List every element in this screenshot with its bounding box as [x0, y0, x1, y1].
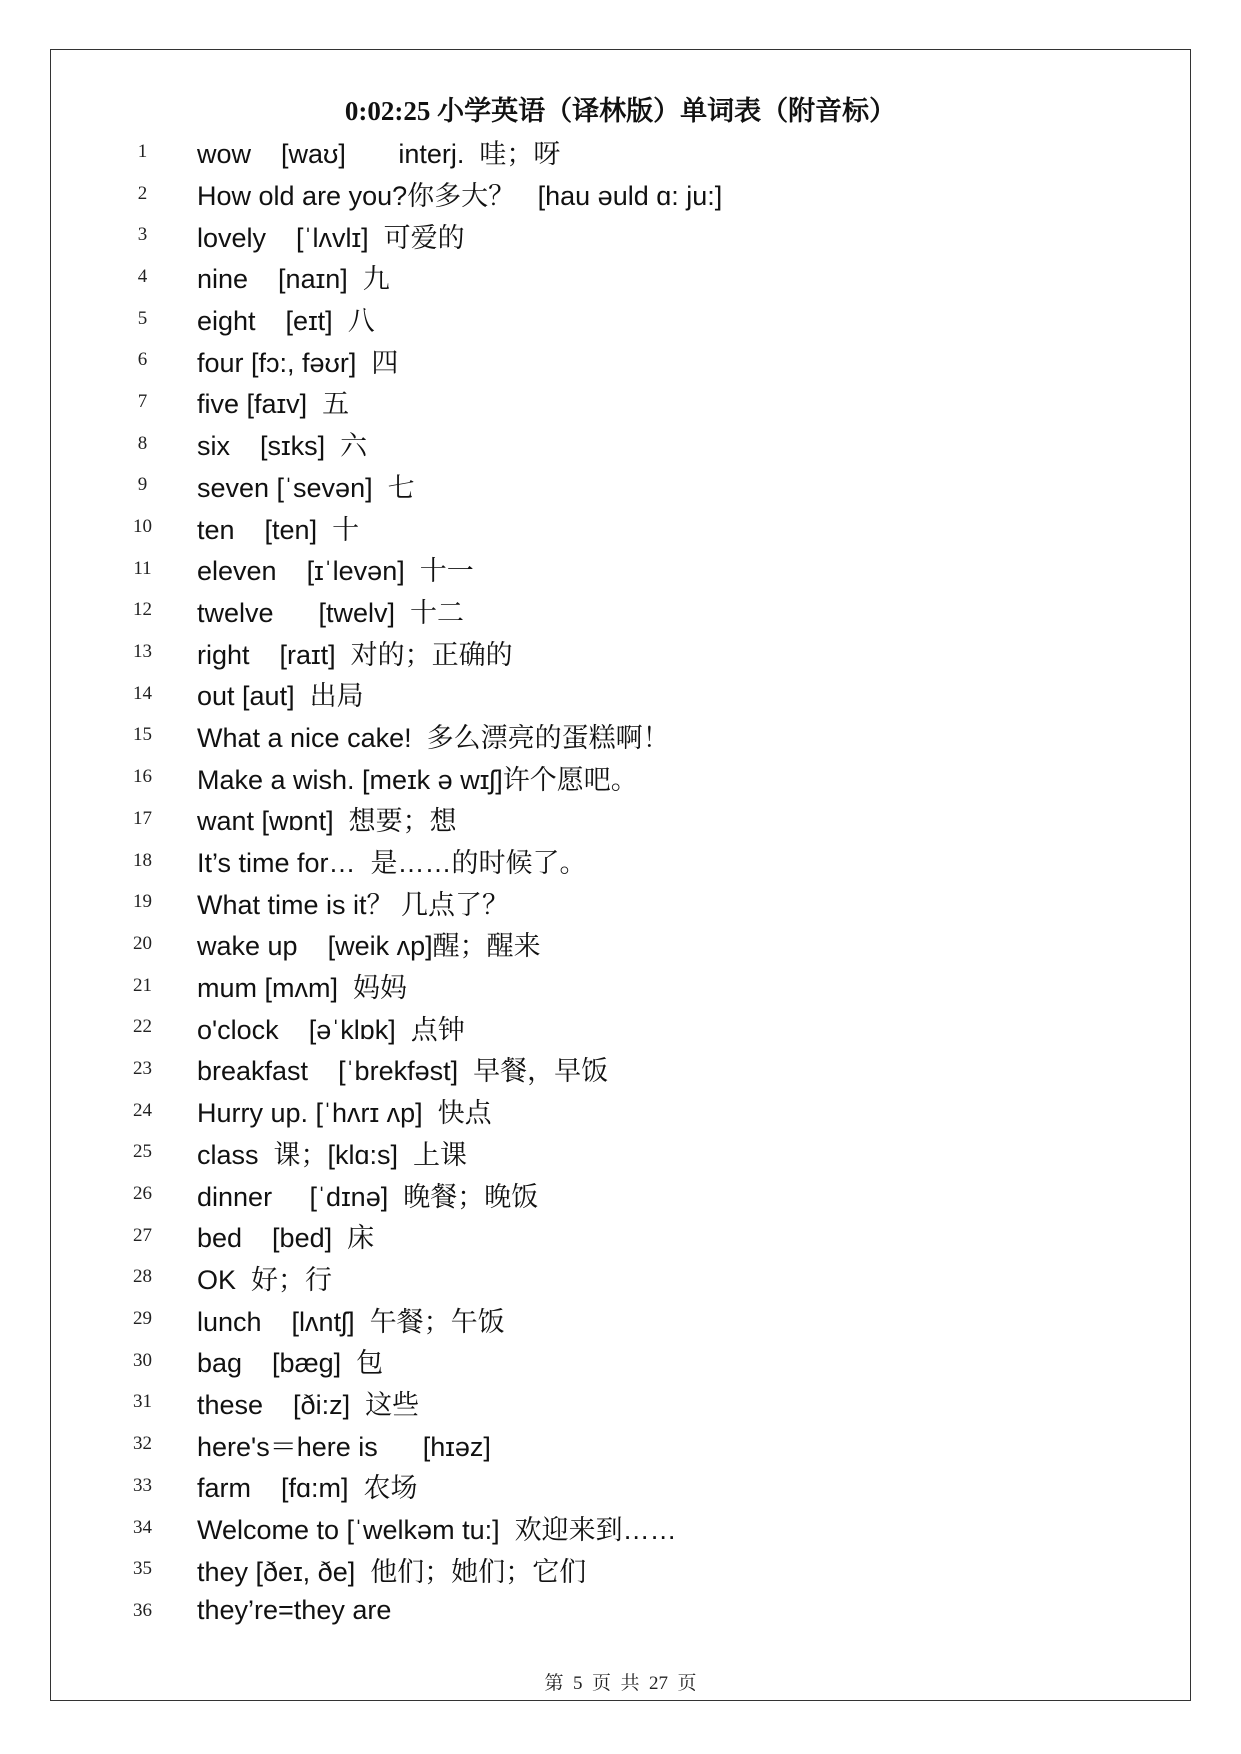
vocab-row	[110, 339, 1160, 381]
vocab-row	[110, 1132, 1160, 1174]
line-number: 26	[133, 1183, 152, 1205]
line-number: 16	[133, 766, 152, 788]
vocab-row	[110, 923, 1160, 965]
vocab-entry: lovely [ˈlʌvlɪ] 可爱的	[197, 222, 465, 253]
vocab-entry: these [ði:z] 这些	[197, 1389, 420, 1420]
line-number: 11	[133, 557, 152, 579]
vocab-row	[110, 548, 1160, 590]
vocab-entry: bed [bed] 床	[197, 1223, 375, 1254]
line-number: 34	[133, 1516, 152, 1538]
vocab-row	[110, 1548, 1160, 1590]
vocabulary-list	[110, 131, 1160, 1632]
vocab-row	[110, 881, 1160, 923]
vocab-row	[110, 1298, 1160, 1340]
line-number: 9	[137, 474, 148, 496]
vocab-row	[110, 631, 1160, 673]
vocab-entry: What a nice cake! 多么漂亮的蛋糕啊！	[197, 722, 670, 753]
vocab-row	[110, 214, 1160, 256]
vocab-entry: dinner [ˈdɪnə] 晚餐；晚饭	[197, 1181, 539, 1212]
vocab-row	[110, 1090, 1160, 1132]
line-number: 3	[137, 224, 148, 246]
vocab-row	[110, 1590, 1160, 1632]
vocab-entry: What time is it？ 几点了？	[197, 889, 510, 920]
vocab-row	[110, 298, 1160, 340]
line-number: 30	[133, 1349, 152, 1371]
line-number: 28	[133, 1266, 152, 1288]
page-footer: 第 5 页 共 27 页	[544, 1673, 697, 1694]
vocab-entry: wow [waʊ] interj. 哇；呀	[197, 139, 561, 170]
vocab-row	[110, 756, 1160, 798]
line-number: 10	[133, 516, 152, 538]
vocab-entry: eleven [ɪˈlevən] 十一	[197, 556, 474, 587]
line-number: 27	[133, 1224, 152, 1246]
vocab-row	[110, 1423, 1160, 1465]
vocab-entry: nine [naɪn] 九	[197, 264, 390, 295]
line-number: 35	[133, 1558, 152, 1580]
line-number: 12	[133, 599, 152, 621]
vocab-row	[110, 131, 1160, 173]
line-number: 13	[133, 641, 152, 663]
document-title: 0:02:25 小学英语（译林版）单词表（附音标）	[344, 96, 897, 126]
vocab-row	[110, 1465, 1160, 1507]
vocab-row	[110, 1048, 1160, 1090]
vocab-entry: five [faɪv] 五	[197, 389, 350, 420]
vocab-row	[110, 840, 1160, 882]
vocab-entry: they’re=they are	[197, 1595, 392, 1626]
vocab-row	[110, 506, 1160, 548]
vocab-row	[110, 798, 1160, 840]
vocab-row	[110, 1006, 1160, 1048]
vocab-entry: breakfast [ˈbrekfəst] 早餐，早饭	[197, 1056, 609, 1087]
vocab-entry: four [fɔ:, fəʊr] 四	[197, 347, 399, 378]
vocab-entry: bag [bæg] 包	[197, 1348, 384, 1379]
vocab-entry: o'clock [əˈklɒk] 点钟	[197, 1014, 465, 1045]
vocab-entry: It’s time for… 是……的时候了。	[197, 848, 587, 879]
vocab-row	[110, 256, 1160, 298]
vocab-entry: out [aut] 出局	[197, 681, 364, 712]
vocab-row	[110, 1507, 1160, 1549]
line-number: 31	[133, 1391, 152, 1413]
line-number: 33	[133, 1474, 152, 1496]
vocab-entry: Make a wish. [meɪk ə wɪʃ]许个愿吧。	[197, 764, 638, 795]
line-number: 29	[133, 1308, 152, 1330]
vocab-row	[110, 590, 1160, 632]
vocab-entry: class 课；[klɑ:s] 上课	[197, 1139, 468, 1170]
line-number: 23	[133, 1057, 152, 1079]
vocab-entry: seven [ˈsevən] 七	[197, 472, 415, 503]
vocab-entry: Hurry up. [ˈhʌrɪ ʌp] 快点	[197, 1098, 492, 1129]
line-number: 1	[137, 140, 148, 162]
vocab-row	[110, 715, 1160, 757]
vocab-row	[110, 423, 1160, 465]
vocab-entry: eight [eɪt] 八	[197, 306, 375, 337]
vocab-entry: mum [mʌm] 妈妈	[197, 973, 407, 1004]
line-number: 18	[133, 849, 152, 871]
line-number: 5	[137, 307, 148, 329]
vocab-entry: Welcome to [ˈwelkəm tu:] 欢迎来到……	[197, 1515, 677, 1546]
vocab-entry: How old are you?你多大？ [hau əuld ɑ: ju:]	[197, 181, 723, 212]
line-number: 24	[133, 1099, 152, 1121]
line-number: 32	[133, 1433, 152, 1455]
vocab-row	[110, 1340, 1160, 1382]
line-number: 21	[133, 974, 152, 996]
vocab-entry: wake up [weik ʌp]醒；醒来	[197, 931, 541, 962]
vocab-entry: lunch [lʌntʃ] 午餐；午饭	[197, 1306, 505, 1337]
vocab-entry: farm [fɑ:m] 农场	[197, 1473, 418, 1504]
line-number: 2	[137, 182, 148, 204]
vocab-entry: ten [ten] 十	[197, 514, 360, 545]
line-number: 25	[133, 1141, 152, 1163]
vocab-row	[110, 1173, 1160, 1215]
line-number: 8	[137, 432, 148, 454]
vocab-entry: six [sɪks] 六	[197, 431, 368, 462]
line-number: 36	[133, 1599, 152, 1621]
vocab-entry: want [wɒnt] 想要；想	[197, 806, 457, 837]
vocab-row	[110, 965, 1160, 1007]
line-number: 7	[137, 390, 148, 412]
vocab-entry: right [raɪt] 对的；正确的	[197, 639, 513, 670]
vocab-row	[110, 381, 1160, 423]
vocab-entry: twelve [twelv] 十二	[197, 597, 465, 628]
line-number: 17	[133, 807, 152, 829]
line-number: 19	[133, 891, 152, 913]
vocab-entry: OK 好；行	[197, 1264, 333, 1295]
line-number: 20	[133, 932, 152, 954]
vocab-row	[110, 1257, 1160, 1299]
line-number: 4	[137, 265, 148, 287]
vocab-entry: they [ðeɪ, ðe] 他们；她们；它们	[197, 1556, 587, 1587]
vocab-row	[110, 465, 1160, 507]
vocab-row	[110, 673, 1160, 715]
vocab-entry: here's＝here is [hɪəz]	[197, 1431, 491, 1462]
vocab-row	[110, 1382, 1160, 1424]
vocab-row	[110, 173, 1160, 215]
line-number: 6	[137, 349, 148, 371]
line-number: 15	[133, 724, 152, 746]
vocab-row	[110, 1215, 1160, 1257]
line-number: 14	[133, 682, 152, 704]
line-number: 22	[133, 1016, 152, 1038]
